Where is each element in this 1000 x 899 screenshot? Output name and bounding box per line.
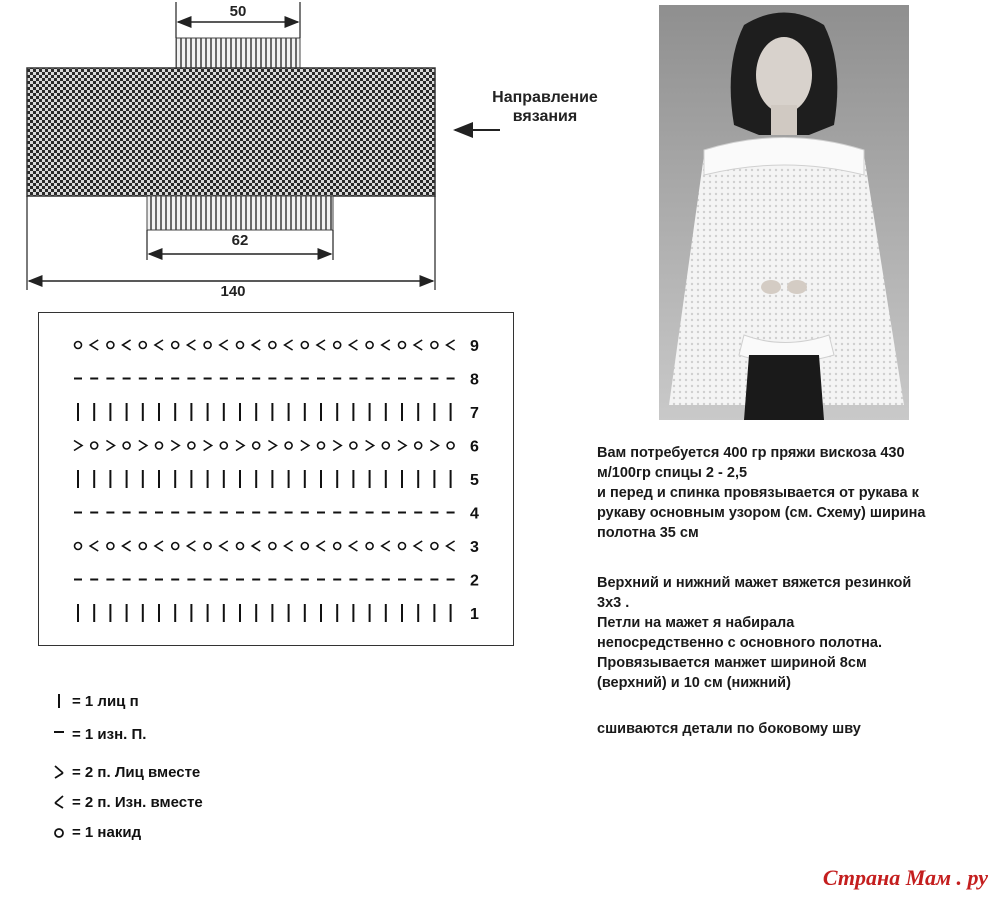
row-number-label: 2	[470, 572, 479, 590]
yarn-over-mark	[318, 442, 325, 449]
yarn-over-mark	[350, 442, 357, 449]
description-paragraph-3: сшиваются детали по боковому шву	[597, 721, 861, 737]
yarn-over-mark	[139, 543, 146, 550]
yarn-over-mark	[75, 342, 82, 349]
purl-two-together-mark	[90, 541, 98, 551]
knit-two-together-mark	[171, 441, 179, 451]
purl-two-together-mark	[252, 541, 260, 551]
chart-row-9	[75, 338, 480, 355]
row-number-label: 8	[470, 371, 479, 389]
knit-two-together-mark	[204, 441, 212, 451]
purl-two-together-mark	[155, 541, 163, 551]
knit-two-together-mark	[236, 441, 244, 451]
legend-text: = 1 лиц п	[72, 692, 139, 710]
model-photo	[659, 5, 909, 420]
row-number-label: 4	[470, 505, 479, 523]
chart-row-6	[74, 439, 479, 456]
yarn-over-mark	[382, 442, 389, 449]
yarn-over-mark	[172, 543, 179, 550]
chart-row-4	[74, 506, 479, 523]
legend-text: = 2 п. Лиц вместе	[72, 763, 201, 781]
yarn-over-mark	[399, 342, 406, 349]
knit-two-together-mark	[268, 441, 276, 451]
legend-item-purl-two-together	[52, 793, 203, 811]
purl-two-together-mark	[414, 541, 422, 551]
bottom-width-label: 62	[231, 232, 249, 249]
row-number-label: 7	[470, 405, 479, 422]
yarn-over-mark	[334, 342, 341, 349]
purl-two-together-mark	[317, 340, 325, 350]
description-cuffs	[597, 573, 982, 693]
yarn-over-mark	[91, 442, 98, 449]
yarn-over-mark	[253, 442, 260, 449]
yarn-over-mark	[75, 543, 82, 550]
yarn-over-mark	[107, 342, 114, 349]
purl-two-together-mark	[349, 541, 357, 551]
main-panel	[27, 68, 435, 196]
purl-two-together-mark	[447, 541, 455, 551]
yarn-over-mark	[285, 442, 292, 449]
legend-item-knit	[52, 692, 139, 710]
bottom-cuff	[147, 196, 333, 230]
chart-row-3	[75, 539, 480, 556]
legend-item-purl	[52, 725, 146, 743]
purl-two-together-mark	[90, 340, 98, 350]
knit-two-together-icon	[52, 763, 66, 781]
knit-two-together-mark	[106, 441, 114, 451]
knit-two-together-mark	[74, 441, 82, 451]
purl-two-together-mark	[285, 541, 293, 551]
purl-two-together-mark	[252, 340, 260, 350]
yarn-over-mark	[301, 543, 308, 550]
yarn-over-icon	[52, 823, 66, 841]
top-cuff	[176, 38, 300, 68]
yarn-over-mark	[204, 342, 211, 349]
yarn-over-mark	[431, 543, 438, 550]
purl-two-together-mark	[155, 340, 163, 350]
total-width-label: 140	[220, 283, 246, 300]
knit-two-together-mark	[139, 441, 147, 451]
row-number-label: 6	[470, 438, 479, 456]
purl-two-together-mark	[187, 340, 195, 350]
knit-two-together-mark	[430, 441, 438, 451]
yarn-over-mark	[107, 543, 114, 550]
chart-row-7	[78, 403, 479, 422]
row-number-label: 3	[470, 539, 479, 556]
yarn-over-mark	[366, 342, 373, 349]
description-assembly	[597, 719, 982, 739]
knit-two-together-mark	[333, 441, 341, 451]
yarn-over-mark	[447, 442, 454, 449]
legend-text: = 1 накид	[72, 823, 142, 841]
yarn-over-mark	[334, 543, 341, 550]
pattern-chart	[38, 312, 514, 646]
purl-two-together-mark	[382, 541, 390, 551]
purl-two-together-mark	[382, 340, 390, 350]
purl-two-together-mark	[349, 340, 357, 350]
legend-item-yarn-over	[52, 823, 141, 841]
description-materials	[597, 443, 982, 543]
purl-two-together-mark	[285, 340, 293, 350]
yarn-over-mark	[188, 442, 195, 449]
chart-row-5	[78, 470, 479, 489]
yarn-over-mark	[123, 442, 130, 449]
yarn-over-mark	[156, 442, 163, 449]
yarn-over-mark	[204, 543, 211, 550]
purl-stitch-icon	[52, 725, 66, 743]
knitting-direction-label: Направление вязания	[492, 89, 598, 125]
yarn-over-mark	[220, 442, 227, 449]
legend-text: = 1 изн. П.	[72, 725, 147, 743]
purl-two-together-mark	[187, 541, 195, 551]
row-number-label: 9	[470, 338, 479, 355]
chart-row-8	[74, 372, 479, 389]
model-photo-illustration	[659, 5, 909, 420]
legend-item-knit-two-together	[52, 763, 200, 781]
site-watermark: Страна Мам . ру	[822, 865, 988, 890]
description-paragraph-2: Верхний и нижний мажет вяжется резинкой 3х3 . Петли на мажет я набирала непосредственно с основного полотна. Провязывается манжет шириной 8см (верхний) и 10 см (нижний)	[597, 575, 912, 691]
top-width-label: 50	[229, 3, 247, 20]
legend-text: = 2 п. Изн. вместе	[72, 793, 203, 811]
purl-two-together-mark	[317, 541, 325, 551]
row-number-label: 5	[470, 472, 479, 489]
purl-two-together-mark	[414, 340, 422, 350]
yarn-over-mark	[301, 342, 308, 349]
description-paragraph-1: Вам потребуется 400 гр пряжи вискоза 430 м/100гр спицы 2 - 2,5 и перед и спинка провязывается от рукава к рукаву основным узором (см. Схему) ширина полотна 35 см	[597, 445, 926, 541]
row-number-label: 1	[470, 606, 479, 623]
purl-two-together-mark	[220, 340, 228, 350]
yarn-over-mark	[237, 342, 244, 349]
chart-row-2	[74, 573, 479, 590]
yarn-over-mark	[139, 342, 146, 349]
yarn-over-mark	[172, 342, 179, 349]
knit-stitch-icon	[52, 692, 66, 710]
chart-row-1	[78, 604, 479, 623]
yarn-over-mark	[399, 543, 406, 550]
purl-two-together-mark	[123, 541, 131, 551]
schematic-drawing	[0, 0, 640, 300]
yarn-over-mark	[366, 543, 373, 550]
knit-two-together-mark	[301, 441, 309, 451]
purl-two-together-mark	[220, 541, 228, 551]
knit-two-together-mark	[398, 441, 406, 451]
knit-two-together-mark	[366, 441, 374, 451]
purl-two-together-icon	[52, 793, 66, 811]
yarn-over-mark	[269, 342, 276, 349]
yarn-over-mark	[431, 342, 438, 349]
yarn-over-mark	[237, 543, 244, 550]
yarn-over-mark	[415, 442, 422, 449]
purl-two-together-mark	[447, 340, 455, 350]
yarn-over-mark	[269, 543, 276, 550]
purl-two-together-mark	[123, 340, 131, 350]
